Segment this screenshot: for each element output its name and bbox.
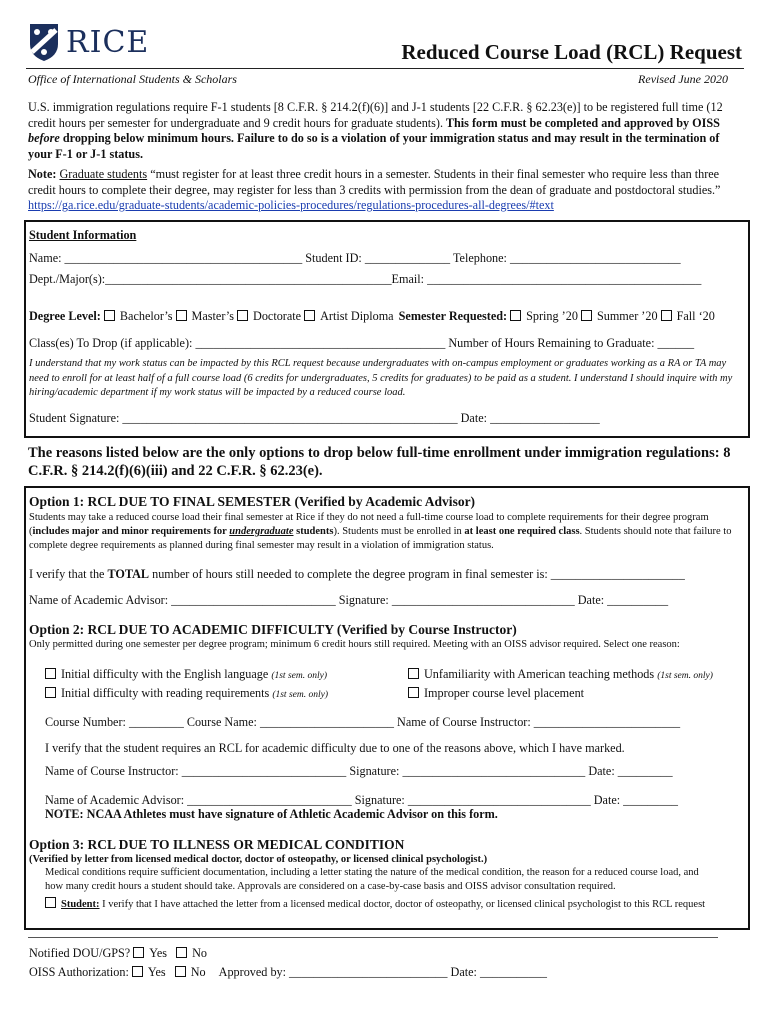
ncaa-note: NOTE: NCAA Athletes must have signature of Athletic Academic Advisor on this form.: [45, 807, 498, 821]
rice-shield-icon: [28, 22, 60, 62]
degree-bachelors[interactable]: Bachelor’s: [104, 309, 173, 323]
option1-total-hours[interactable]: I verify that the TOTAL number of hours still needed to complete the degree program in final semester is: ______________________: [29, 567, 685, 581]
course-info-row[interactable]: Course Number: _________ Course Name: ______________________ Name of Course Instructor: ________________________: [45, 715, 681, 729]
checkbox[interactable]: [45, 687, 56, 698]
checkbox[interactable]: [104, 310, 115, 321]
note-paragraph: [28, 167, 744, 214]
instructor-verify-text: I verify that the student requires an RCL for academic difficulty due to one of the reasons above, which I have marked.: [45, 741, 625, 755]
checkbox[interactable]: [661, 310, 672, 321]
approved-by-field[interactable]: Approved by: __________________________ Date: ___________: [218, 965, 548, 979]
reason-course-level[interactable]: Improper course level placement: [408, 686, 584, 702]
checkbox[interactable]: [176, 947, 187, 958]
checkbox[interactable]: [45, 897, 56, 908]
student-name-row[interactable]: Name: _______________________________________ Student ID: ______________ Telephone: ____________________________: [29, 251, 681, 265]
degree-artist-diploma[interactable]: Artist Diploma: [304, 309, 393, 323]
reason-reading[interactable]: Initial difficulty with reading requirements (1st sem. only): [45, 686, 328, 704]
intro-before: before: [28, 131, 60, 145]
oiss-authorization-row: OISS Authorization: Yes No Approved by: __________________________ Date: ___________: [29, 965, 548, 979]
checkbox[interactable]: [408, 668, 419, 679]
intro-warning: dropping below minimum hours. Failure to do so is a violation of your immigration status and may result in the termination of your F-1 or J-1 status.: [28, 131, 720, 161]
semester-fall[interactable]: Fall ‘20: [661, 309, 715, 323]
notified-dou-row: Notified DOU/GPS? Yes No: [29, 946, 207, 960]
revised-date: Revised June 2020: [638, 72, 728, 86]
option1-title: Option 1: RCL DUE TO FINAL SEMESTER (Verified by Academic Advisor): [29, 494, 476, 509]
checkbox[interactable]: [176, 310, 187, 321]
reason-teaching-methods[interactable]: Unfamiliarity with American teaching methods (1st sem. only): [408, 667, 713, 685]
student-info-heading: Student Information: [29, 228, 137, 242]
option2-title: Option 2: RCL DUE TO ACADEMIC DIFFICULTY (Verified by Course Instructor): [29, 622, 517, 637]
option2-description: Only permitted during one semester per degree program; minimum 6 credit hours still required. Meeting with an OISS advisor required. Select one reason:: [29, 639, 680, 650]
semester-summer[interactable]: Summer ’20: [581, 309, 658, 323]
reason-english[interactable]: Initial difficulty with the English language (1st sem. only): [45, 667, 327, 685]
semester-spring[interactable]: Spring ’20: [510, 309, 578, 323]
dept-email-row[interactable]: Dept./Major(s):_______________________________________________Email: _____________________________________________: [29, 272, 702, 286]
checkbox[interactable]: [237, 310, 248, 321]
classes-to-drop-row[interactable]: Class(es) To Drop (if applicable): _________________________________________ Number of Hours Remaining to Graduate: ______: [29, 336, 695, 350]
form-title: Reduced Course Load (RCL) Request: [401, 40, 742, 64]
option1-advisor-signature[interactable]: Name of Academic Advisor: ___________________________ Signature: ______________________________ Date: __________: [29, 593, 669, 607]
intro-text: U.S. immigration regulations require F-1 students [8 C.F.R. § 214.2(f)(6)] and J-1 students [22 C.F.R. § 62.23(e)] to be registered full time (12 credit hours per semester for undergraduate and 9 credit hours for graduate students).: [28, 100, 723, 130]
graduate-students-link[interactable]: Graduate students: [59, 167, 148, 181]
intro-bold: This form must be completed and approved by OISS: [443, 115, 720, 130]
office-name: Office of International Students & Scholars: [28, 72, 237, 86]
option3-student-verify[interactable]: Student: I verify that I have attached the letter from a licensed medical doctor, doctor of osteopathy, or licensed clinical psychologist to this RCL request: [45, 897, 725, 912]
checkbox[interactable]: [133, 947, 144, 958]
work-status-statement: I understand that my work status can be impacted by this RCL request because undergraduates with on-campus employment or graduates working as a RA or TA may need to enroll for at least half of a full course load (6 credits for undergraduates, 5 credits for graduates) to be paid as a student. I understand I should inquire with my hiring/academic department if my work status will be impacted by a reduced course load.: [29, 358, 733, 398]
ga-policy-url[interactable]: https://ga.rice.edu/graduate-students/academic-policies-procedures/regulations-procedures-all-degrees/#text: [28, 198, 554, 212]
degree-masters[interactable]: Master’s: [176, 309, 234, 323]
checkbox[interactable]: [408, 687, 419, 698]
degree-level-label: Degree Level:: [29, 309, 101, 323]
degree-doctorate[interactable]: Doctorate: [237, 309, 301, 323]
footer-rule: [28, 937, 718, 938]
checkbox[interactable]: [45, 668, 56, 679]
checkbox[interactable]: [175, 966, 186, 977]
checkbox[interactable]: [581, 310, 592, 321]
instructor-signature-row[interactable]: Name of Course Instructor: ___________________________ Signature: ______________________________ Date: _________: [45, 764, 673, 778]
student-signature-row[interactable]: Student Signature: _______________________________________________________ Date: __________________: [29, 411, 600, 425]
intro-paragraph: [28, 100, 744, 162]
rice-logo-text: RICE: [66, 24, 150, 60]
option1-description: Students may take a reduced course load their final semester at Rice if they do not need a full-time course load to complete requirements for their degree program (includes major and minor requirements for undergraduate students). Students must be enrolled in at least one required class. Students should note that failure to complete degree requirements as planned during final semester may result in a violation of immigration status.: [29, 512, 732, 551]
semester-requested-label: Semester Requested:: [398, 309, 508, 323]
note-text: “must register for at least three credit hours in a semester. Students in their final semester who require less than three credit hours to complete their degree, may register for less than 3 credits with permission from the dean of graduate and postdoctoral studies.”: [28, 167, 721, 197]
checkbox[interactable]: [132, 966, 143, 977]
reasons-heading: The reasons listed below are the only options to drop below full-time enrollment under immigration regulations: 8 C.F.R. § 214.2(f)(6)(iii) and 22 C.F.R. § 62.23(e).: [28, 445, 731, 479]
option3-title: Option 3: RCL DUE TO ILLNESS OR MEDICAL CONDITION: [29, 837, 405, 852]
checkbox[interactable]: [510, 310, 521, 321]
degree-semester-row: [29, 309, 715, 325]
option3-verified: (Verified by letter from licensed medical doctor, doctor of osteopathy, or licensed clinical psychologist.): [29, 854, 488, 865]
rice-logo: [28, 22, 149, 62]
advisor-signature-row[interactable]: Name of Academic Advisor: ___________________________ Signature: ______________________________ Date: _________: [45, 793, 679, 807]
header-rule: [26, 68, 744, 69]
option3-description: Medical conditions require sufficient documentation, including a letter stating the nature of the medical condition, the reason for a reduced course load, and how many credit hours a student should take. Approvals are considered on a case-by-case basis and OISS advisor consultation required.: [45, 867, 699, 892]
checkbox[interactable]: [304, 310, 315, 321]
note-label: Note:: [28, 167, 57, 181]
